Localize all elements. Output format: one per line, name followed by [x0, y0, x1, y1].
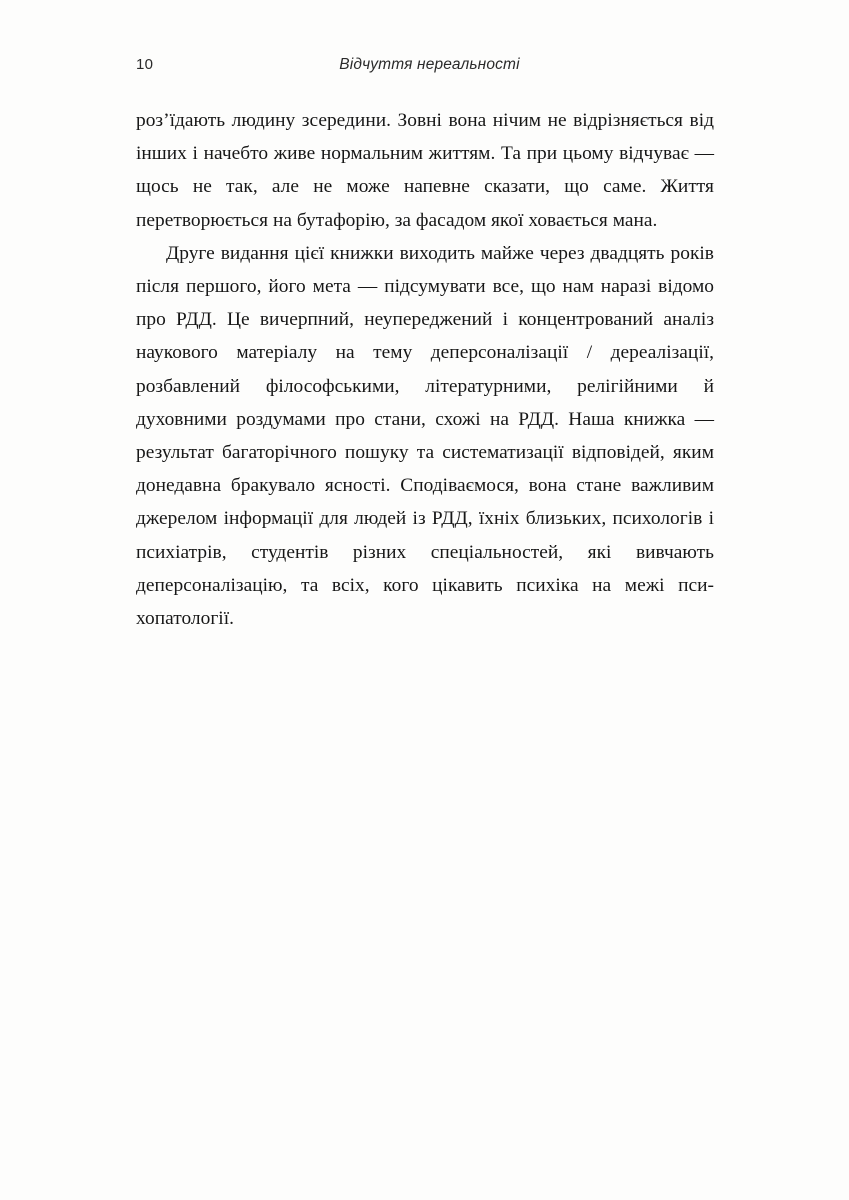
paragraph-continued: роз’їдають людину зсередини. Зовні вона нічим не відрізняється від інших і начебто живе нормальним життям. Та при цьому відчуває — щось не так, але не може напевне сказати, що саме. Життя перетворюється на бутафорію, за фасадом якої ховається мана. [136, 110, 714, 231]
page-number: 10 [136, 56, 154, 73]
running-head [136, 56, 713, 78]
running-head-title: Відчуття нереальності [339, 56, 520, 73]
body-text-column [136, 104, 714, 635]
paragraph-second-edition: Друге видання цієї книжки виходить майже через двадцять років після першого, його мета — підсумувати все, що нам наразі відомо про РДД. Це вичерпний, неупереджений і концентрований аналіз наукового матеріалу на тему деперсоналізації / дереалізації, розбавлений філософськими, літературними, релігійними й духовними роздумами про стани, схожі на РДД. Наша книжка — результат багаторічного пошуку та систематизації відповідей, яким донедавна бракувало ясності. Сподіваємося, вона стане важливим джерелом інформації для людей із РДД, їхніх близьких, психологів і психіатрів, студентів різних спеціальностей, які вивчають деперсоналізацію, та всіх, кого цікавить психіка на межі психопатології. [136, 242, 714, 630]
